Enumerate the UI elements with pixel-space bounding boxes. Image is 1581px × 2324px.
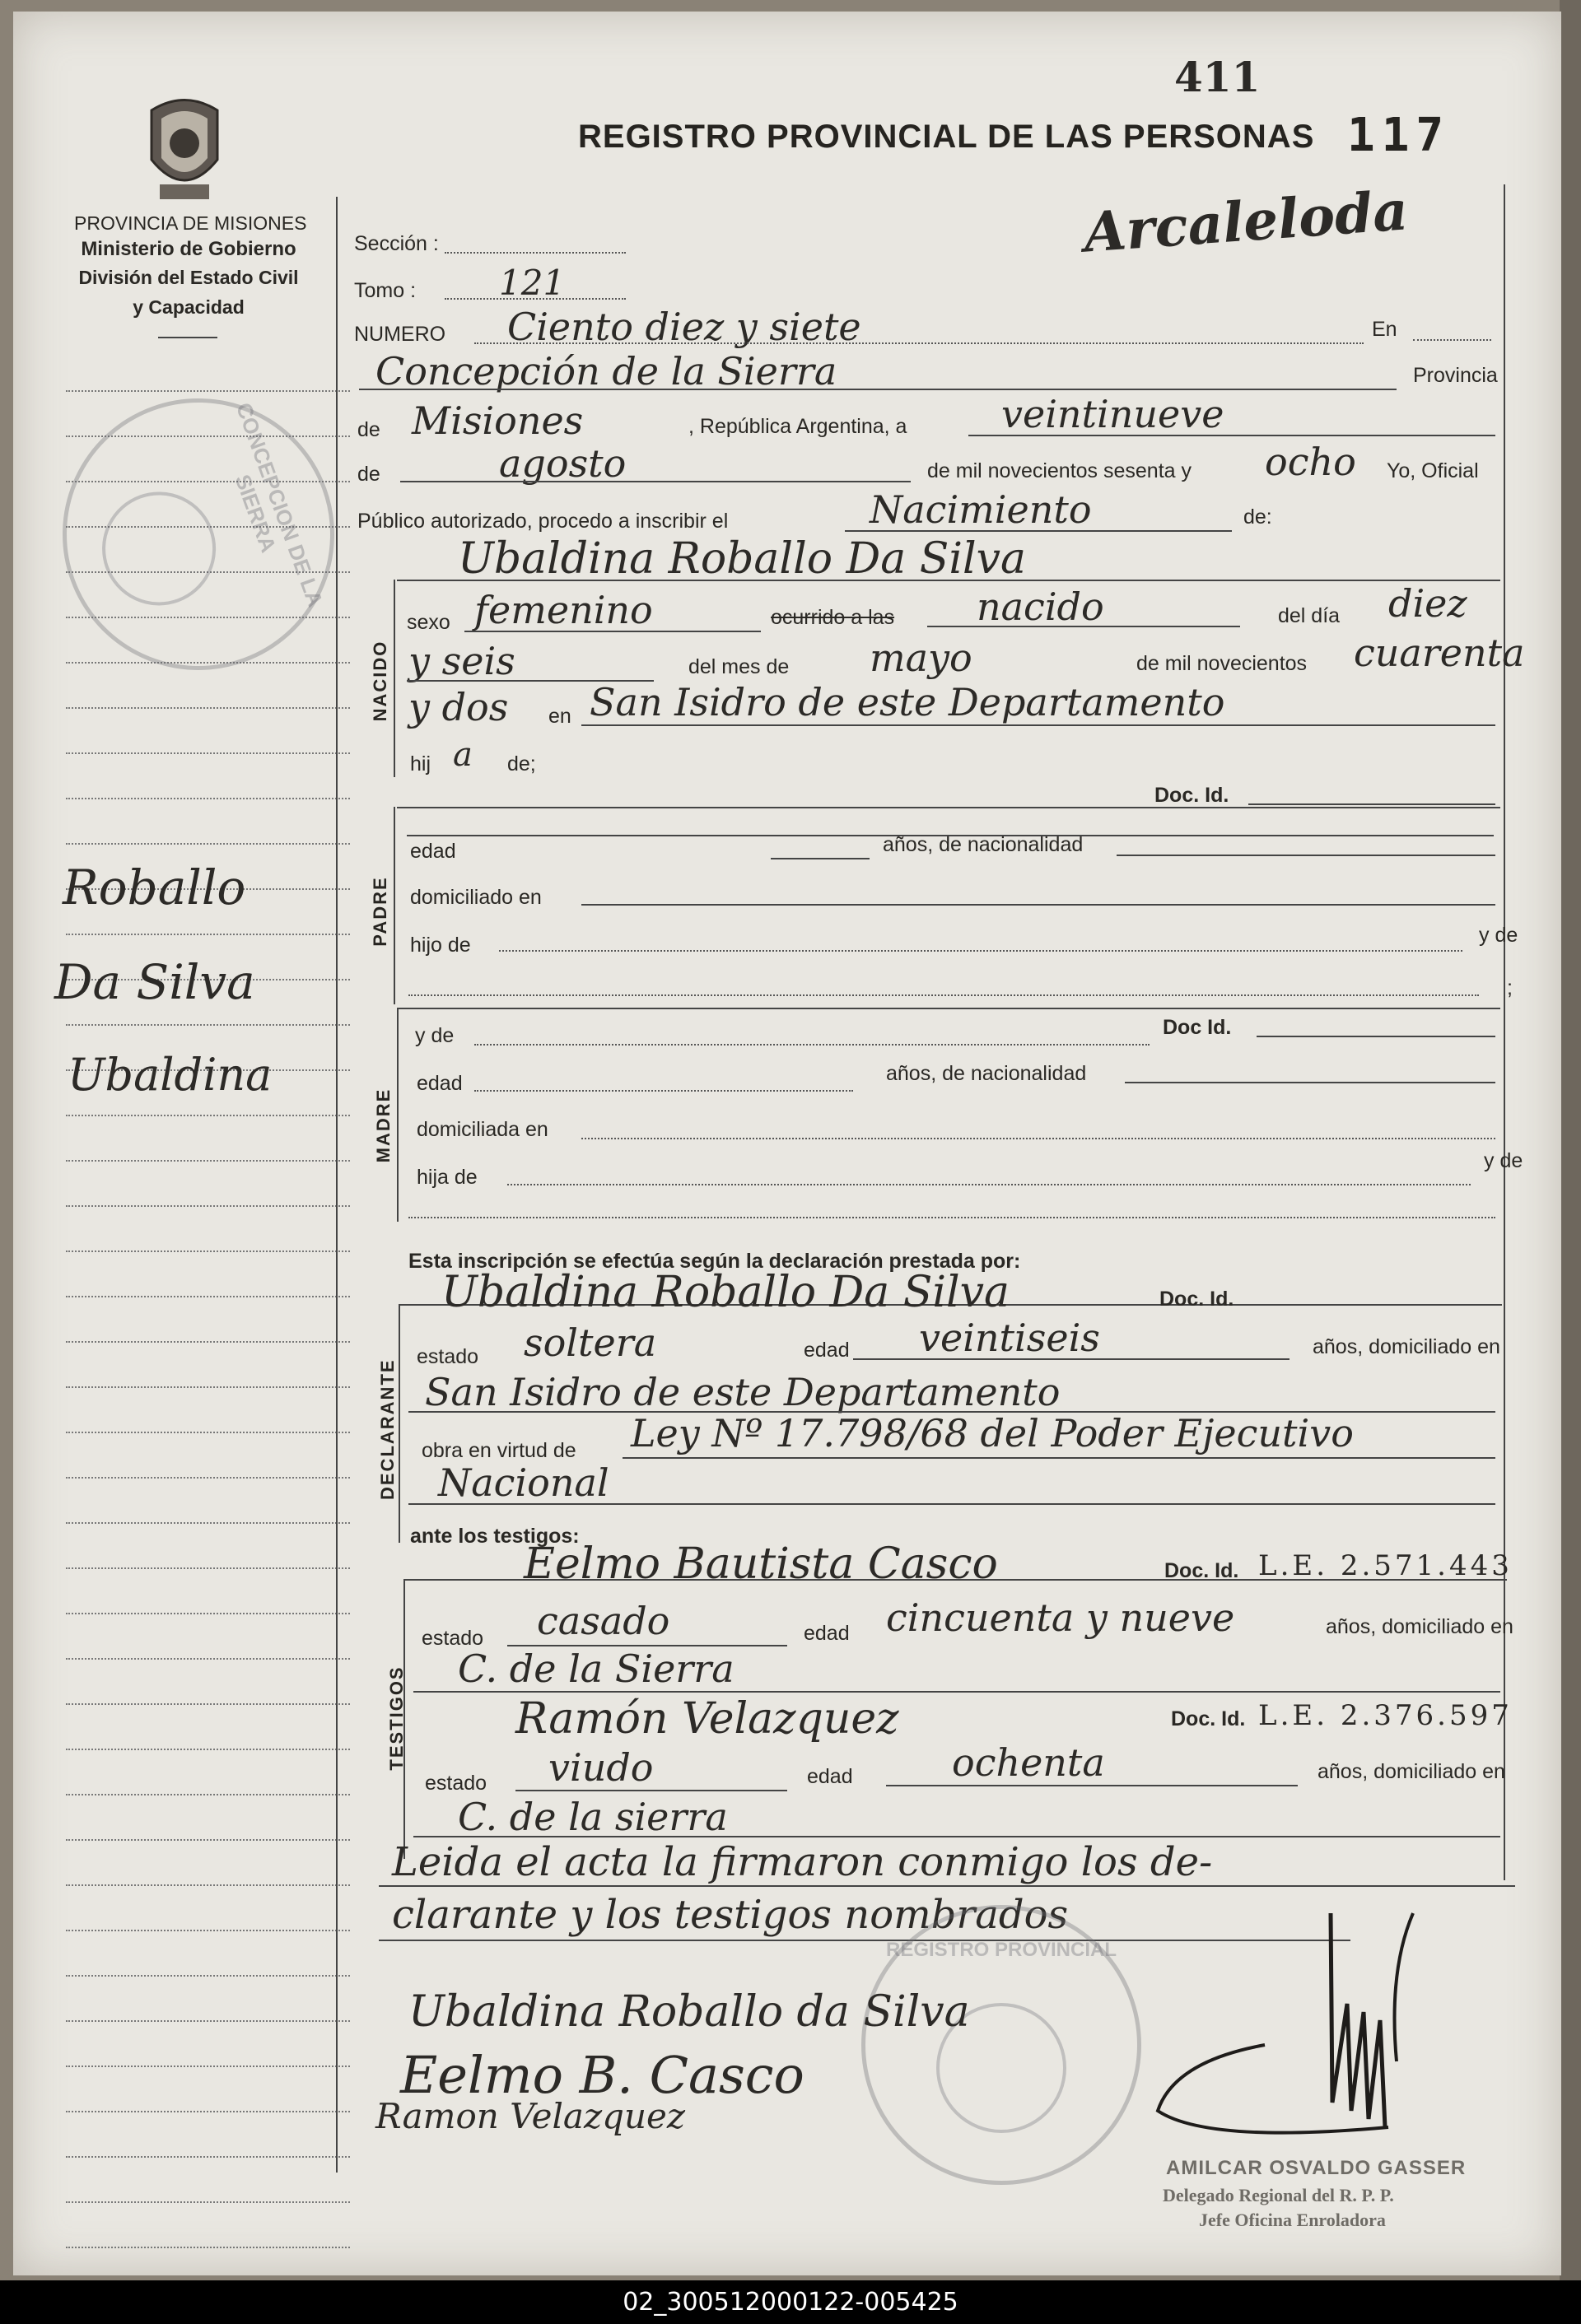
day-field[interactable] [968, 435, 1495, 436]
tomo-label: Tomo : [354, 279, 417, 302]
numero-label: NUMERO [354, 323, 446, 346]
testigos-section-label: TESTIGOS [386, 1665, 407, 1771]
testigo2-doc-value: L.E. 2.376.597 [1258, 1699, 1513, 1732]
ante-testigos-label: ante los testigos: [410, 1525, 580, 1548]
declarante-edad-value: veintiseis [919, 1316, 1100, 1360]
testigo2-estado-label: estado [425, 1772, 487, 1795]
nacido-value: nacido [977, 584, 1104, 629]
madre-nac-field[interactable] [1125, 1082, 1495, 1083]
madre-yde2-label: y de [1484, 1149, 1523, 1172]
de-label-2: de [357, 463, 380, 486]
testigo2-domicilio-label: años, domiciliado en [1318, 1760, 1505, 1783]
ministry-label: Ministerio de Gobierno [81, 238, 296, 260]
nacido-field[interactable] [927, 626, 1240, 627]
madre-hija-label: hija de [417, 1166, 478, 1189]
en-born-label: en [548, 705, 571, 728]
nacido-doc-field[interactable] [1248, 803, 1495, 805]
testigo1-estado-value: casado [537, 1599, 670, 1643]
page-number: 117 [1347, 109, 1451, 162]
nacido-border [394, 580, 395, 777]
madre-domicilio-label: domiciliada en [417, 1118, 548, 1141]
declarante-name: Ubaldina Roballo Da Silva [441, 1268, 1010, 1317]
numero-field[interactable] [474, 342, 1364, 344]
padre-top-line [397, 807, 1500, 808]
birthplace-value: San Isidro de este Departamento [590, 680, 1225, 724]
mes-label: del mes de [688, 655, 790, 678]
padre-yde-field[interactable] [408, 994, 1479, 996]
act-value: Nacimiento [870, 487, 1092, 532]
testigo1-doc-label: Doc. Id. [1164, 1559, 1239, 1582]
madre-yde2-field[interactable] [408, 1217, 1495, 1218]
testigo1-name: Eelmo Bautista Casco [524, 1539, 998, 1589]
coat-of-arms-icon [135, 94, 234, 209]
official-title-2: Jefe Oficina Enroladora [1199, 2210, 1386, 2230]
madre-hija-field[interactable] [507, 1184, 1471, 1185]
sexo-field[interactable] [464, 631, 761, 632]
sexo-value: femenino [474, 588, 653, 632]
madre-doc-label: Doc Id. [1163, 1016, 1232, 1039]
declarante-estado-value: soltera [524, 1320, 657, 1365]
declaracion-intro: Esta inscripción se efectúa según la declaración prestada por: [408, 1250, 1021, 1273]
hij-de-label: de; [507, 752, 536, 775]
testigo2-edad-label: edad [807, 1765, 853, 1788]
person-name: Ubaldina Roballo Da Silva [458, 534, 1027, 584]
en-label: En [1372, 318, 1397, 341]
mil-label: de mil novecientos [1136, 652, 1308, 675]
padre-hijo-label: hijo de [410, 934, 471, 957]
registry-title: REGISTRO PROVINCIAL DE LAS PERSONAS [578, 119, 1315, 155]
padre-semicolon: ; [1507, 976, 1513, 999]
numero-value: Ciento diez y siete [507, 305, 861, 349]
padre-yde-label: y de [1479, 924, 1518, 947]
testigo2-domicilio-field[interactable] [413, 1836, 1500, 1837]
testigo1-edad-label: edad [804, 1622, 850, 1645]
madre-edad-label: edad [417, 1072, 463, 1095]
day-value: veintinueve [1001, 392, 1224, 436]
madre-nac-label: años, de nacionalidad [886, 1062, 1087, 1085]
madre-domicilio-field[interactable] [581, 1138, 1495, 1139]
oficial-label: Yo, Oficial [1387, 459, 1479, 482]
tomo-field[interactable] [445, 298, 626, 300]
province-value: Misiones [412, 398, 584, 443]
left-stamp: CONCEPCION DE LA SIERRA [25, 361, 373, 709]
madre-edad-field[interactable] [474, 1090, 853, 1092]
month-value: agosto [499, 441, 627, 486]
testigo1-edad-value: cincuenta y nueve [886, 1595, 1235, 1640]
signature-declarante: Ubaldina Roballo da Silva [408, 1987, 970, 2037]
padre-section-label: PADRE [370, 876, 390, 947]
main-left-border [336, 197, 338, 2173]
testigo1-domicilio-value: C. de la Sierra [458, 1646, 735, 1691]
padre-domicilio-label: domiciliado en [410, 886, 542, 909]
declarante-domicilio-value: San Isidro de este Departamento [425, 1370, 1061, 1414]
testigo1-domicilio-field[interactable] [413, 1691, 1500, 1693]
division-line1: División del Estado Civil [78, 267, 299, 288]
official-title-1: Delegado Regional del R. P. P. [1163, 2185, 1394, 2205]
testigo2-edad-value: ochenta [952, 1740, 1105, 1785]
obra-label: obra en virtud de [422, 1439, 576, 1462]
declarante-border [399, 1304, 400, 1543]
year-label: de mil novecientos sesenta y [927, 459, 1192, 482]
madre-top-line [397, 1008, 1500, 1009]
declarante-section-label: DECLARANTE [377, 1358, 398, 1500]
signature-testigo2: Ramon Velazquez [375, 2096, 685, 2136]
testigo2-name: Ramón Velazquez [515, 1694, 899, 1744]
padre-edad-field[interactable] [771, 858, 870, 859]
book-edge [1560, 0, 1581, 2324]
act-field[interactable] [845, 530, 1232, 532]
declarante-estado-label: estado [417, 1345, 479, 1368]
place-value: Concepción de la Sierra [375, 349, 837, 394]
testigo1-domicilio-label: años, domiciliado en [1326, 1615, 1513, 1638]
margin-note-surname2: Da Silva [54, 954, 255, 1010]
testigo1-doc-value: L.E. 2.571.443 [1258, 1549, 1513, 1582]
obra-field[interactable] [623, 1457, 1495, 1459]
document-page [13, 12, 1561, 2275]
padre-edad-label: edad [410, 840, 456, 863]
provincia-label: Provincia [1413, 364, 1498, 387]
division-line2: y Capacidad [133, 296, 245, 318]
bottom-stamp: REGISTRO PROVINCIAL [861, 1905, 1141, 2185]
padre-hijo-field[interactable] [499, 950, 1462, 952]
testigo2-edad-field[interactable] [886, 1785, 1298, 1786]
year-born-cont: y dos [408, 685, 509, 729]
month-field[interactable] [400, 481, 911, 482]
declarante-domicilio-label: años, domiciliado en [1313, 1335, 1500, 1358]
seccion-label: Sección : [354, 232, 439, 255]
closing-line-1: Leida el acta la firmaron conmigo los de- [392, 1839, 1213, 1885]
seccion-field[interactable] [445, 252, 626, 254]
en-field [1413, 339, 1491, 341]
margin-note-firstname: Ubaldina [68, 1049, 273, 1101]
nacido-doc-label: Doc. Id. [1154, 784, 1229, 807]
hij-label: hij [410, 752, 431, 775]
padre-border [394, 807, 395, 1004]
province-label: PROVINCIA DE MISIONES [74, 212, 307, 234]
obra-field-2[interactable] [408, 1503, 1495, 1505]
closing-rule-1 [379, 1885, 1515, 1887]
tomo-value: 121 [499, 263, 566, 303]
testigo2-estado-value: viudo [548, 1745, 654, 1790]
person-name-line [397, 580, 1500, 581]
obra-value: Ley Nº 17.798/68 del Poder Ejecutivo [631, 1411, 1354, 1455]
de-label: de [357, 418, 380, 441]
year-value: ocho [1265, 440, 1356, 484]
top-scribble: 411 [1174, 53, 1261, 101]
de-colon-label: de: [1243, 505, 1272, 529]
ocurrido-label: ocurrido a las [771, 606, 895, 629]
hij-value: a [453, 736, 473, 774]
official-signature-icon [1141, 1905, 1487, 2152]
nacido-section-label: NACIDO [370, 640, 390, 722]
declarante-edad-label: edad [804, 1339, 850, 1362]
official-name: AMILCAR OSVALDO GASSER [1166, 2157, 1467, 2179]
top-signature: Arcaleloda [1081, 178, 1411, 265]
sexo-label: sexo [407, 611, 450, 634]
madre-name-field[interactable] [474, 1044, 1150, 1046]
birthplace-field[interactable] [581, 724, 1495, 726]
testigo1-estado-label: estado [422, 1627, 484, 1650]
dia-value: diez [1388, 581, 1467, 626]
dia-value-cont: y seis [408, 639, 515, 683]
signature-testigo1: Eelmo B. Casco [400, 2045, 804, 2105]
testigo2-doc-label: Doc. Id. [1171, 1707, 1246, 1730]
madre-doc-field[interactable] [1257, 1036, 1495, 1037]
madre-section-label: MADRE [373, 1087, 394, 1163]
republica-label: , República Argentina, a [688, 415, 907, 438]
closing-line-2: clarante y los testigos nombrados [392, 1892, 1069, 1938]
padre-nac-label: años, de nacionalidad [883, 833, 1084, 856]
declarante-edad-field[interactable] [853, 1358, 1290, 1360]
divider [158, 337, 217, 338]
place-field[interactable] [359, 389, 1397, 390]
obra-value-cont: Nacional [438, 1460, 609, 1505]
year-born-value: cuarenta [1354, 631, 1525, 675]
declarante-doc-label: Doc. Id. [1159, 1288, 1234, 1311]
testigo2-estado-field[interactable] [515, 1790, 787, 1791]
padre-domicilio-field[interactable] [581, 904, 1495, 906]
testigo2-domicilio-value: C. de la sierra [458, 1795, 728, 1839]
mes-value: mayo [870, 636, 972, 680]
madre-border [397, 1008, 399, 1222]
margin-note-surname: Roballo [63, 859, 246, 915]
publico-label: Público autorizado, procedo a inscribir el [357, 510, 729, 533]
image-caption: 02_300512000122-005425 [0, 2280, 1581, 2324]
madre-yde-label: y de [415, 1024, 455, 1047]
padre-nac-field[interactable] [1117, 855, 1495, 856]
del-dia-label: del día [1278, 604, 1341, 627]
